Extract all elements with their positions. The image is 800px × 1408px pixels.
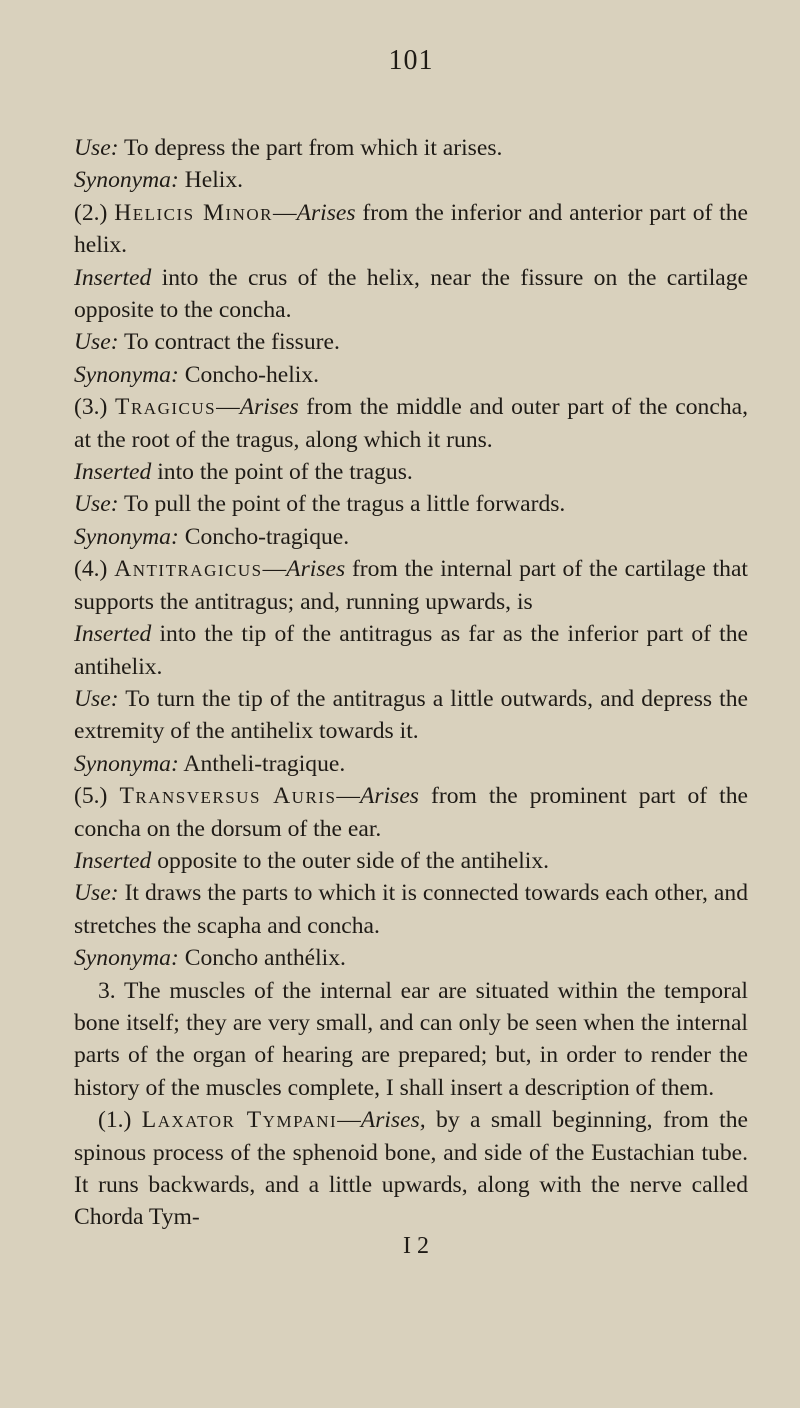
label: Synonyma: [74, 945, 179, 972]
paragraph-text: opposite to the outer side of the antihelix. [151, 847, 550, 874]
label: Use: [74, 135, 119, 161]
item-number: (2.) [74, 199, 115, 226]
label: Synonyma: [74, 361, 179, 388]
muscle-name: Laxator Tympani [141, 1107, 338, 1134]
label: Synonyma: [74, 167, 179, 194]
item-number: (1.) [98, 1107, 142, 1134]
paragraph-text: from the prominent part of the concha on the dorsum of the ear. [74, 783, 749, 842]
label: Use: [74, 491, 119, 518]
paragraph-text: To depress the part from which it arises. [118, 135, 503, 161]
paragraph-internal-ear [74, 975, 748, 1105]
paragraph-use-antitragicus [74, 683, 748, 748]
paragraph-text: into the crus of the helix, near the fissure on the cartilage opposite to the concha. [74, 264, 748, 324]
paragraph-tragicus [74, 391, 748, 456]
label: Arises [360, 783, 419, 810]
dash: — [216, 394, 240, 421]
paragraph-text: Helix. [178, 167, 244, 194]
paragraph-transversus-auris [74, 780, 748, 845]
paragraph-text: Concho-helix. [178, 361, 320, 388]
muscle-name: Tragicus [115, 394, 217, 421]
muscle-name: Transversus Auris [119, 783, 337, 810]
paragraph-antitragicus [74, 553, 748, 618]
label: Inserted [74, 459, 152, 486]
paragraph-synonyma-helicis [74, 359, 748, 391]
paragraph-synonyma-transversus [74, 942, 748, 974]
paragraph-inserted-antitragicus [74, 618, 748, 683]
paragraph-text: into the point of the tragus. [151, 459, 413, 486]
paragraph-use-helicis [74, 326, 748, 358]
paragraph-inserted-transversus [74, 845, 748, 877]
page-number: 101 [388, 45, 434, 76]
dash: — [262, 556, 287, 583]
paragraph-text: To turn the tip of the antitragus a little outwards, and depress the extremity of the antihelix towards it. [74, 685, 748, 745]
label: Inserted [74, 264, 152, 291]
paragraph-text: Concho anthélix. [178, 945, 346, 972]
paragraph-text: from the internal part of the cartilage that supports the antitragus; and, running upwards, is [74, 556, 748, 615]
body-text [74, 132, 748, 1234]
paragraph-text: Antheli-tragique. [178, 750, 346, 777]
paragraph-text: Concho-tragique. [178, 523, 350, 550]
paragraph-helicis-minor [74, 197, 748, 262]
signature-mark: I 2 [403, 1232, 429, 1259]
item-number: (5.) [74, 783, 120, 810]
dash: — [336, 783, 360, 810]
label: Arises [239, 394, 299, 421]
label: Arises [286, 556, 346, 583]
item-number: (4.) [74, 556, 115, 583]
paragraph-text: by a small beginning, from the spinous process of the sphenoid bone, and side of the Eustachian tube. It runs backwards, and a little upwards, along with the nerve called Chorda Tym- [74, 1107, 748, 1231]
label: Arises, [360, 1107, 426, 1134]
label: Inserted [74, 847, 152, 874]
paragraph-text: 3. The muscles of the internal ear are situated within the temporal bone itself; they are very small, and can only be seen when the internal parts of the organ of hearing are prepared; but, in order to render the history of the muscles complete, I shall insert a description of them. [74, 977, 748, 1101]
paragraph-synonyma-antitragicus [74, 748, 748, 780]
item-number: (3.) [74, 394, 116, 421]
paragraph-text: from the inferior and anterior part of the helix. [74, 199, 748, 259]
label: Synonyma: [74, 523, 179, 550]
paragraph-use-transversus [74, 877, 748, 942]
paragraph-text: To contract the fissure. [118, 329, 340, 356]
dash: — [337, 1107, 361, 1134]
label: Synonyma: [74, 750, 179, 777]
label: Inserted [74, 621, 152, 648]
paragraph-text: into the tip of the antitragus as far as the inferior part of the antihelix. [74, 621, 748, 680]
paragraph-synonyma-helix [74, 164, 748, 196]
label: Use: [74, 685, 119, 712]
dash: — [272, 199, 297, 226]
paragraph-use-helix [74, 132, 748, 164]
label: Use: [74, 880, 119, 907]
label: Use: [74, 329, 119, 356]
muscle-name: Helicis Minor [114, 199, 273, 226]
paragraph-inserted-tragicus [74, 456, 748, 488]
paragraph-use-tragicus [74, 488, 748, 520]
paragraph-text: from the middle and outer part of the concha, at the root of the tragus, along which it runs. [74, 394, 748, 453]
paragraph-text: It draws the parts to which it is connected towards each other, and stretches the scapha and concha. [74, 880, 748, 939]
paragraph-inserted-helicis [74, 262, 748, 327]
paragraph-synonyma-tragicus [74, 521, 748, 553]
label: Arises [296, 199, 356, 226]
paragraph-laxator-tympani [74, 1104, 748, 1234]
paragraph-text: To pull the point of the tragus a little forwards. [118, 491, 566, 518]
muscle-name: Antitragicus [114, 556, 263, 583]
